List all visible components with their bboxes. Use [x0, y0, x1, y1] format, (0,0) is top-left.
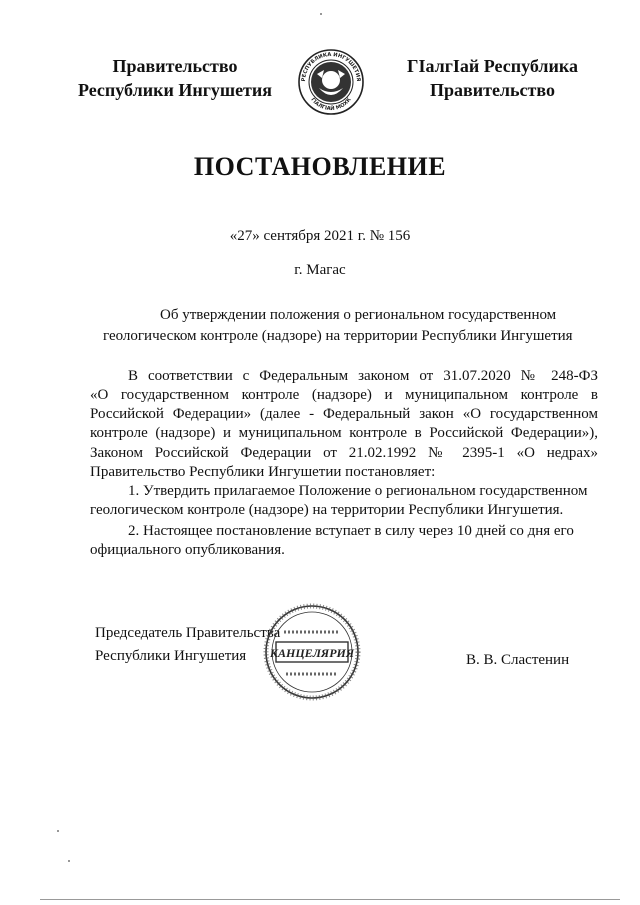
date-line: «27» сентября 2021 г. № 156: [229, 228, 411, 244]
city-line: г. Магас: [294, 262, 346, 278]
signatory-name: В. В. Сластенин: [466, 652, 570, 668]
emblem-text-bottom: ГIАЛГIАЙ МОХК: [309, 96, 353, 113]
body-line-2: «О государственном контроле (надзоре) и муниципальном контроле в: [90, 387, 598, 403]
header-right-line-2: Правительство: [430, 80, 555, 100]
header-left-line-1: Правительство: [112, 56, 238, 76]
coat-of-arms-emblem: [297, 46, 365, 118]
body-line-6: Правительство Республики Ингушетии постановляет:: [90, 464, 436, 480]
signatory-title-line-1: Председатель Правительства: [95, 625, 281, 641]
header-left-line-2: Республики Ингушетия: [77, 80, 273, 100]
scan-speck: [320, 13, 322, 15]
page-edge-line: [40, 899, 620, 900]
scan-speck: [68, 860, 70, 862]
office-stamp: [262, 602, 362, 702]
stamp-text: КАНЦЕЛЯРИЯ: [269, 646, 355, 660]
body-line-10: официального опубликования.: [90, 542, 285, 558]
emblem-text-top: РЕСПУБЛИКА ИНГУШЕТИЯ: [300, 51, 362, 82]
body-line-9: 2. Настоящее постановление вступает в силу через 10 дней со дня его: [128, 523, 574, 539]
scan-speck: [57, 830, 59, 832]
header-left: [60, 54, 290, 102]
body-line-8: геологическом контроле (надзоре) на территории Республики Ингушетия.: [90, 502, 564, 518]
header-right: [385, 54, 600, 102]
header-right-line-1: ГIалгIай Республика: [407, 56, 578, 76]
signatory-title-line-2: Республики Ингушетия: [95, 648, 247, 664]
body-line-5: Законом Российской Федерации от 21.02.1992 № 2395-1 «О недрах»: [90, 445, 598, 461]
subject-line-1: Об утверждении положения о региональном государственном: [160, 307, 557, 323]
body-line-4: контроле (надзоре) и муниципальном контроле в Российской Федерации»),: [90, 425, 598, 441]
document-title: ПОСТАНОВЛЕНИЕ: [193, 152, 447, 181]
body-line-3: Российской Федерации» (далее - Федеральный закон «О государственном: [90, 406, 598, 422]
body-line-7: 1. Утвердить прилагаемое Положение о региональном государственном: [128, 483, 588, 499]
subject-line-2: геологическом контроле (надзоре) на территории Республики Ингушетия: [103, 328, 573, 344]
body-line-1: В соответствии с Федеральным законом от 31.07.2020 № 248-ФЗ: [128, 368, 598, 384]
